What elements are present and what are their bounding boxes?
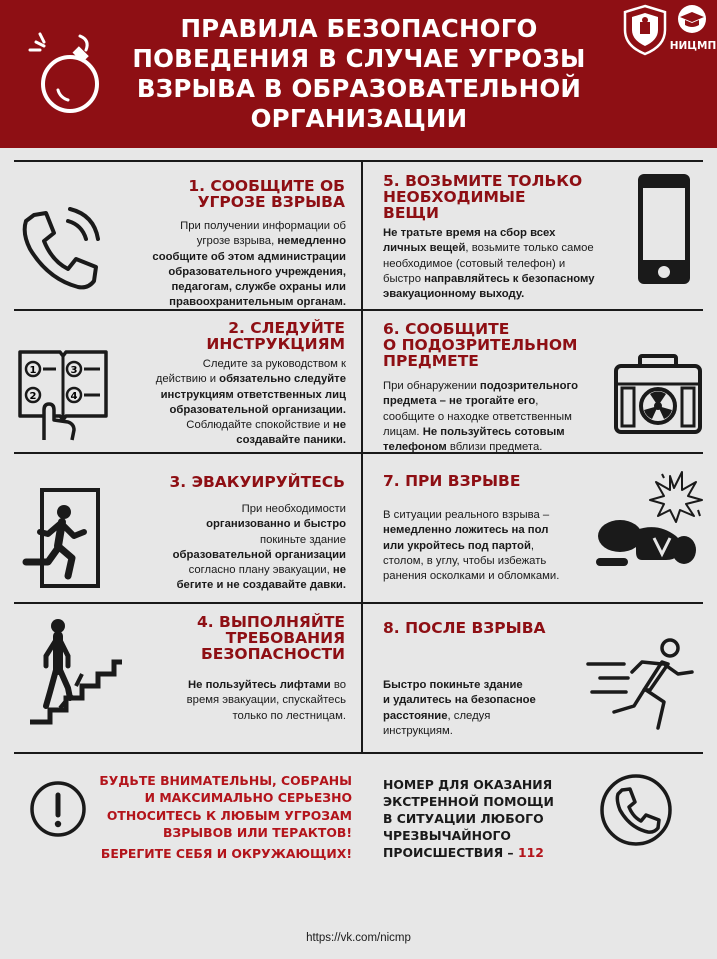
svg-text:4: 4	[70, 391, 78, 402]
text-bold: эвакуационному выходу.	[383, 288, 525, 301]
text-bold: и удалитесь на безопасное	[383, 694, 536, 707]
phone-icon	[598, 772, 674, 848]
text-line: При получении информации об	[180, 220, 346, 232]
title-line: ПРЕДМЕТЕ	[383, 352, 479, 370]
text-part: , следуя	[447, 709, 491, 722]
section-6-title	[383, 321, 613, 369]
text-line	[383, 241, 623, 256]
text-line	[383, 272, 623, 287]
warning-line: ОТНОСИТЕСЬ К ЛЮБЫМ УГРОЗАМ	[106, 807, 352, 823]
smartphone-icon	[636, 172, 692, 286]
text-bold: подозрительного	[479, 380, 578, 392]
section-8-title	[383, 620, 603, 636]
section-3-title	[130, 474, 345, 490]
title-line: ВЕЩИ	[383, 204, 439, 222]
text-bold: не	[332, 419, 346, 432]
emergency-line: НОМЕР ДЛЯ ОКАЗАНИЯ	[383, 777, 553, 792]
text-line	[110, 563, 346, 578]
text-bold: обязательно следуйте	[219, 373, 346, 386]
text-line	[110, 234, 346, 249]
title-line: БЕЗОПАСНОСТИ	[200, 645, 345, 663]
text-line: инструкциям.	[383, 724, 453, 737]
text-bold: педагогам, службе охраны или	[171, 281, 346, 294]
exclamation-circle-icon	[28, 779, 88, 839]
text-bold: Быстро покиньте здание	[383, 679, 523, 691]
svg-text:2: 2	[29, 391, 37, 402]
title-line: 3. ЭВАКУИРУЙТЕСЬ	[169, 473, 345, 491]
section-4-title	[130, 614, 345, 662]
title-line: НЕОБХОДИМЫЕ	[383, 188, 526, 206]
text-bold: образовательной организации.	[169, 403, 346, 416]
text-bold: не	[332, 564, 346, 577]
text-bold: направляйтесь к безопасному	[424, 272, 595, 285]
section-2-text	[110, 357, 346, 449]
logo-text: НИЦМП	[669, 40, 717, 52]
text-line: При необходимости	[241, 503, 346, 515]
title-line: 5. ВОЗЬМИТЕ ТОЛЬКО	[383, 172, 583, 190]
text-line: время эвакуации, спускайтесь	[186, 694, 346, 707]
text-part: Соблюдайте спокойствие и	[186, 419, 333, 432]
text-line: сообщите о находке ответственным	[383, 410, 572, 423]
title-line: 7. ПРИ ВЗРЫВЕ	[383, 472, 521, 490]
emergency-number-text	[383, 776, 583, 861]
warning-text	[86, 772, 352, 842]
section-2-title	[130, 320, 345, 352]
text-bold: личных вещей	[383, 242, 466, 255]
text-line: Следите за руководством к	[202, 358, 346, 370]
text-bold: образовательной организации	[172, 548, 346, 561]
text-part: действию и	[155, 373, 220, 386]
title-line: 6. СООБЩИТЕ	[383, 320, 510, 338]
section-5-text	[383, 226, 623, 302]
warning-line: ВЗРЫВОВ ИЛИ ТЕРАКТОВ!	[162, 825, 352, 841]
section-3-text	[110, 502, 346, 594]
text-bold: образовательного учреждения,	[168, 265, 346, 278]
text-bold: или укройтесь под партой	[383, 539, 531, 552]
section-4-text	[110, 678, 346, 724]
text-bold: Не пользуйтесь сотовым	[422, 425, 565, 438]
explosion-lie-down-icon	[596, 466, 704, 572]
text-part: во	[330, 679, 346, 691]
section-7-text	[383, 508, 615, 584]
text-line	[383, 394, 623, 409]
text-bold: создавайте паники.	[236, 434, 346, 447]
page-title	[120, 14, 598, 134]
text-bold: Не тратьте время на сбор всех	[383, 227, 556, 239]
text-line	[110, 418, 346, 433]
running-person-icon	[584, 636, 700, 736]
text-line	[110, 372, 346, 387]
text-line	[110, 678, 346, 693]
emergency-line	[383, 844, 583, 861]
divider	[14, 160, 703, 162]
text-bold: бегите и не создавайте давки.	[176, 579, 346, 592]
title-line: 2. СЛЕДУЙТЕ	[228, 319, 345, 337]
emergency-line: ЧРЕЗВЫЧАЙНОГО	[383, 828, 511, 843]
title-line: ПРАВИЛА БЕЗОПАСНОГО	[180, 14, 538, 43]
section-7-title	[383, 473, 603, 489]
warning-line: БУДЬТЕ ВНИМАТЕЛЬНЫ, СОБРАНЫ	[99, 773, 352, 788]
graduation-cap-logo-icon	[672, 4, 712, 34]
text-part: , возьмите только самое	[465, 242, 594, 255]
divider	[14, 752, 703, 754]
text-line: В ситуации реального взрыва –	[383, 509, 550, 521]
text-bold: Не пользуйтесь лифтами	[187, 679, 331, 691]
text-line	[383, 709, 583, 724]
text-bold: организованно и быстро	[206, 518, 346, 531]
header-banner	[0, 0, 717, 148]
emergency-number: 112	[517, 845, 544, 860]
emergency-line: ЭКСТРЕННОЙ ПОМОЩИ	[383, 794, 554, 809]
emergency-line: В СИТУАЦИИ ЛЮБОГО	[383, 811, 544, 826]
text-bold: предмета – не трогайте его	[383, 395, 536, 408]
text-part: вблизи предмета.	[446, 441, 543, 454]
section-6-text	[383, 379, 623, 455]
text-line: столом, в углу, чтобы избежать	[383, 554, 547, 567]
section-1-title	[130, 178, 345, 210]
shield-logo-icon	[622, 4, 668, 56]
title-line: 1. СООБЩИТЕ ОБ	[188, 177, 345, 195]
emergency-line-part: ПРОИСШЕСТВИЯ –	[383, 845, 518, 860]
exit-door-icon	[18, 486, 102, 590]
text-bold: немедленно	[277, 235, 346, 248]
text-line	[383, 539, 615, 554]
title-line: ИНСТРУКЦИЯМ	[206, 335, 345, 353]
text-part: При обнаружении	[383, 380, 480, 392]
text-part: угрозе взрыва,	[196, 235, 278, 248]
title-line: О ПОДОЗРИТЕЛЬНОМ	[383, 336, 578, 354]
title-line: ТРЕБОВАНИЯ	[225, 629, 345, 647]
phone-ringing-icon	[18, 205, 102, 293]
title-line: 8. ПОСЛЕ ВЗРЫВА	[383, 619, 546, 637]
text-bold: инструкциям ответственных лиц	[160, 388, 346, 401]
text-bold: правоохранительным органам.	[169, 296, 346, 309]
text-part: согласно плану эвакуации,	[188, 564, 333, 577]
text-part: ,	[535, 395, 539, 408]
text-line: покиньте здание	[259, 533, 346, 546]
title-line: 4. ВЫПОЛНЯЙТЕ	[196, 613, 345, 631]
svg-text:3: 3	[70, 365, 78, 376]
title-line: ВЗРЫВА В ОБРАЗОВАТЕЛЬНОЙ	[136, 74, 582, 103]
text-part: лицам.	[383, 425, 423, 438]
text-bold: сообщите об этом администрации	[152, 250, 346, 263]
text-part: ,	[530, 539, 535, 552]
text-line	[383, 440, 623, 455]
take-care-text: БЕРЕГИТЕ СЕБЯ И ОКРУЖАЮЩИХ!	[100, 846, 352, 861]
section-5-title	[383, 173, 603, 221]
text-line	[383, 379, 623, 394]
section-1-text	[110, 219, 346, 311]
title-line: УГРОЗЕ ВЗРЫВА	[197, 193, 345, 211]
text-line	[383, 425, 623, 440]
title-line: ПОВЕДЕНИЯ В СЛУЧАЕ УГРОЗЫ	[132, 44, 586, 73]
text-line: необходимое (сотовый телефон) и	[383, 257, 566, 270]
text-line: ранения осколками и обломками.	[383, 570, 560, 583]
text-bold: телефоном	[383, 441, 447, 454]
text-bold: немедленно ложитесь на пол	[383, 524, 549, 537]
footer-link[interactable]: https://vk.com/nicmp	[306, 932, 411, 944]
instruction-book-icon	[16, 346, 110, 442]
warning-line: И МАКСИМАЛЬНО СЕРЬЕЗНО	[144, 790, 352, 806]
title-line: ОРГАНИЗАЦИИ	[250, 104, 468, 133]
divider	[361, 160, 363, 752]
suspicious-bag-icon	[612, 352, 704, 436]
text-bold: расстояние	[383, 709, 448, 722]
section-8-text	[383, 678, 583, 739]
svg-text:1: 1	[29, 365, 37, 376]
bomb-icon	[26, 28, 116, 118]
text-part: быстро	[383, 272, 425, 285]
text-line: только по лестницам.	[232, 709, 346, 722]
divider	[14, 602, 703, 604]
